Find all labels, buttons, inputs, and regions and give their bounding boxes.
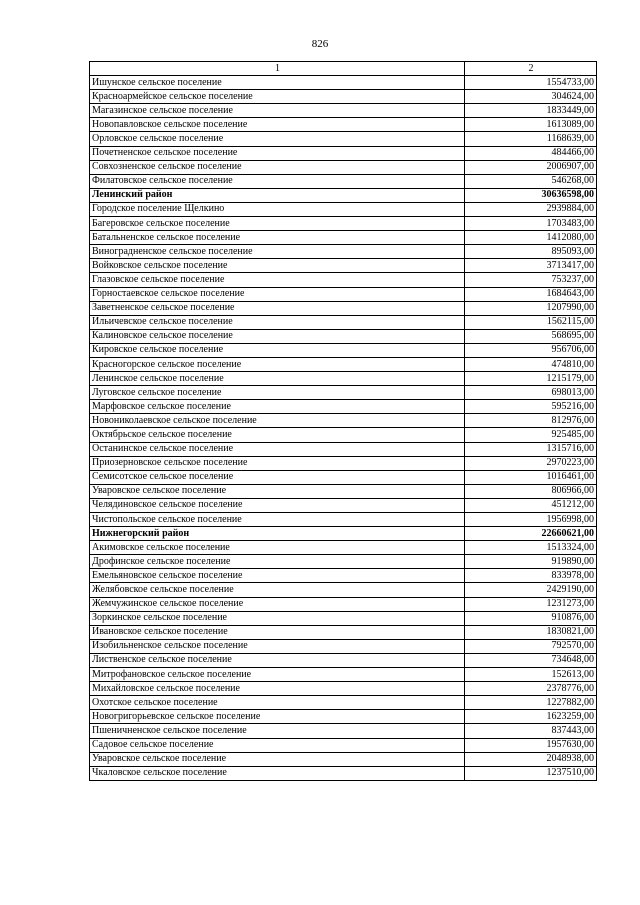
row-value-cell: 1562115,00 bbox=[465, 315, 597, 329]
row-value-cell: 1833449,00 bbox=[465, 104, 597, 118]
table-row bbox=[90, 372, 597, 386]
column-header-1: 1 bbox=[90, 62, 465, 76]
table-row bbox=[90, 357, 597, 371]
table-row-district bbox=[90, 527, 597, 541]
table-row bbox=[90, 653, 597, 667]
table-row bbox=[90, 132, 597, 146]
row-value-cell: 833978,00 bbox=[465, 569, 597, 583]
table-row bbox=[90, 583, 597, 597]
page-number: 826 bbox=[311, 38, 329, 50]
table-row bbox=[90, 315, 597, 329]
table-row bbox=[90, 118, 597, 132]
table-row bbox=[90, 174, 597, 188]
row-value-cell: 1613089,00 bbox=[465, 118, 597, 132]
row-name-cell: Останинское сельское поселение bbox=[90, 442, 465, 456]
row-value-cell: 2939884,00 bbox=[465, 202, 597, 216]
row-value-cell: 1207990,00 bbox=[465, 301, 597, 315]
table-row-district bbox=[90, 188, 597, 202]
column-header-2: 2 bbox=[465, 62, 597, 76]
row-value-cell: 474810,00 bbox=[465, 357, 597, 371]
table-row bbox=[90, 90, 597, 104]
row-name-cell: Ильичевское сельское поселение bbox=[90, 315, 465, 329]
row-name-cell: Глазовское сельское поселение bbox=[90, 273, 465, 287]
row-name-cell: Новогригорьевское сельское поселение bbox=[90, 710, 465, 724]
table-body bbox=[90, 62, 597, 781]
table-row bbox=[90, 301, 597, 315]
table-row bbox=[90, 555, 597, 569]
table-row bbox=[90, 710, 597, 724]
row-value-cell: 1016461,00 bbox=[465, 470, 597, 484]
table-row bbox=[90, 541, 597, 555]
row-name-cell: Чкаловское сельское поселение bbox=[90, 766, 465, 780]
row-name-cell: Виноградненское сельское поселение bbox=[90, 245, 465, 259]
table-row bbox=[90, 400, 597, 414]
table-row bbox=[90, 146, 597, 160]
row-value-cell: 1237510,00 bbox=[465, 766, 597, 780]
row-value-cell: 919890,00 bbox=[465, 555, 597, 569]
data-table bbox=[89, 61, 597, 781]
table-row bbox=[90, 386, 597, 400]
table-row bbox=[90, 597, 597, 611]
table-row bbox=[90, 569, 597, 583]
row-value-cell: 1703483,00 bbox=[465, 217, 597, 231]
row-value-cell: 1231273,00 bbox=[465, 597, 597, 611]
row-value-cell: 1623259,00 bbox=[465, 710, 597, 724]
row-name-cell: Ленинский район bbox=[90, 188, 465, 202]
row-name-cell: Калиновское сельское поселение bbox=[90, 329, 465, 343]
table-row bbox=[90, 202, 597, 216]
row-name-cell: Лиственское сельское поселение bbox=[90, 653, 465, 667]
row-value-cell: 568695,00 bbox=[465, 329, 597, 343]
row-value-cell: 1215179,00 bbox=[465, 372, 597, 386]
table-row bbox=[90, 682, 597, 696]
row-name-cell: Уваровское сельское поселение bbox=[90, 752, 465, 766]
row-name-cell: Ишунское сельское поселение bbox=[90, 76, 465, 90]
table-row bbox=[90, 104, 597, 118]
row-name-cell: Красногорское сельское поселение bbox=[90, 357, 465, 371]
row-name-cell: Войковское сельское поселение bbox=[90, 259, 465, 273]
row-name-cell: Челядиновское сельское поселение bbox=[90, 498, 465, 512]
row-name-cell: Ленинское сельское поселение bbox=[90, 372, 465, 386]
table-row bbox=[90, 76, 597, 90]
row-name-cell: Красноармейское сельское поселение bbox=[90, 90, 465, 104]
row-value-cell: 2429190,00 bbox=[465, 583, 597, 597]
row-name-cell: Приозерновское сельское поселение bbox=[90, 456, 465, 470]
table-row bbox=[90, 217, 597, 231]
row-name-cell: Ивановское сельское поселение bbox=[90, 625, 465, 639]
row-value-cell: 304624,00 bbox=[465, 90, 597, 104]
row-name-cell: Заветненское сельское поселение bbox=[90, 301, 465, 315]
row-name-cell: Жемчужинское сельское поселение bbox=[90, 597, 465, 611]
row-value-cell: 451212,00 bbox=[465, 498, 597, 512]
row-name-cell: Марфовское сельское поселение bbox=[90, 400, 465, 414]
table-row bbox=[90, 245, 597, 259]
row-name-cell: Почетненское сельское поселение bbox=[90, 146, 465, 160]
row-name-cell: Горностаевское сельское поселение bbox=[90, 287, 465, 301]
table-row bbox=[90, 329, 597, 343]
row-value-cell: 2378776,00 bbox=[465, 682, 597, 696]
row-value-cell: 1513324,00 bbox=[465, 541, 597, 555]
row-value-cell: 806966,00 bbox=[465, 484, 597, 498]
table-row bbox=[90, 668, 597, 682]
row-name-cell: Михайловское сельское поселение bbox=[90, 682, 465, 696]
row-name-cell: Митрофановское сельское поселение bbox=[90, 668, 465, 682]
row-value-cell: 1684643,00 bbox=[465, 287, 597, 301]
table-row bbox=[90, 273, 597, 287]
row-value-cell: 792570,00 bbox=[465, 639, 597, 653]
table-row bbox=[90, 470, 597, 484]
table-row bbox=[90, 160, 597, 174]
row-value-cell: 2048938,00 bbox=[465, 752, 597, 766]
row-value-cell: 1168639,00 bbox=[465, 132, 597, 146]
row-value-cell: 753237,00 bbox=[465, 273, 597, 287]
row-name-cell: Желябовское сельское поселение bbox=[90, 583, 465, 597]
table-row bbox=[90, 456, 597, 470]
table-row bbox=[90, 414, 597, 428]
row-name-cell: Батальненское сельское поселение bbox=[90, 231, 465, 245]
table-row bbox=[90, 738, 597, 752]
row-value-cell: 1315716,00 bbox=[465, 442, 597, 456]
row-value-cell: 1957630,00 bbox=[465, 738, 597, 752]
row-value-cell: 2970223,00 bbox=[465, 456, 597, 470]
row-name-cell: Уваровское сельское поселение bbox=[90, 484, 465, 498]
table-row bbox=[90, 513, 597, 527]
row-value-cell: 484466,00 bbox=[465, 146, 597, 160]
row-name-cell: Садовое сельское поселение bbox=[90, 738, 465, 752]
row-name-cell: Магазинское сельское поселение bbox=[90, 104, 465, 118]
row-value-cell: 1554733,00 bbox=[465, 76, 597, 90]
row-value-cell: 812976,00 bbox=[465, 414, 597, 428]
row-value-cell: 956706,00 bbox=[465, 343, 597, 357]
table-row bbox=[90, 442, 597, 456]
row-name-cell: Новониколаевское сельское поселение bbox=[90, 414, 465, 428]
row-name-cell: Новопавловское сельское поселение bbox=[90, 118, 465, 132]
table-row bbox=[90, 287, 597, 301]
row-name-cell: Филатовское сельское поселение bbox=[90, 174, 465, 188]
row-value-cell: 152613,00 bbox=[465, 668, 597, 682]
row-value-cell: 30636598,00 bbox=[465, 188, 597, 202]
table-row bbox=[90, 639, 597, 653]
row-value-cell: 3713417,00 bbox=[465, 259, 597, 273]
row-value-cell: 895093,00 bbox=[465, 245, 597, 259]
table-row bbox=[90, 625, 597, 639]
row-name-cell: Багеровское сельское поселение bbox=[90, 217, 465, 231]
table-row bbox=[90, 428, 597, 442]
row-name-cell: Октябрьское сельское поселение bbox=[90, 428, 465, 442]
row-value-cell: 2006907,00 bbox=[465, 160, 597, 174]
row-name-cell: Чистопольское сельское поселение bbox=[90, 513, 465, 527]
row-value-cell: 910876,00 bbox=[465, 611, 597, 625]
row-name-cell: Семисотское сельское поселение bbox=[90, 470, 465, 484]
table-row bbox=[90, 696, 597, 710]
row-value-cell: 595216,00 bbox=[465, 400, 597, 414]
row-name-cell: Акимовское сельское поселение bbox=[90, 541, 465, 555]
row-name-cell: Емельяновское сельское поселение bbox=[90, 569, 465, 583]
row-name-cell: Пшеничненское сельское поселение bbox=[90, 724, 465, 738]
table-row bbox=[90, 752, 597, 766]
row-name-cell: Дрофинское сельское поселение bbox=[90, 555, 465, 569]
table-row bbox=[90, 766, 597, 780]
row-name-cell: Зоркинское сельское поселение bbox=[90, 611, 465, 625]
row-name-cell: Городское поселение Щелкино bbox=[90, 202, 465, 216]
row-name-cell: Кировское сельское поселение bbox=[90, 343, 465, 357]
row-name-cell: Охотское сельское поселение bbox=[90, 696, 465, 710]
table-row bbox=[90, 231, 597, 245]
row-name-cell: Нижнегорский район bbox=[90, 527, 465, 541]
table-header-row bbox=[90, 62, 597, 76]
row-value-cell: 698013,00 bbox=[465, 386, 597, 400]
row-value-cell: 1956998,00 bbox=[465, 513, 597, 527]
row-value-cell: 925485,00 bbox=[465, 428, 597, 442]
row-value-cell: 734648,00 bbox=[465, 653, 597, 667]
row-value-cell: 837443,00 bbox=[465, 724, 597, 738]
row-name-cell: Орловское сельское поселение bbox=[90, 132, 465, 146]
row-name-cell: Луговское сельское поселение bbox=[90, 386, 465, 400]
row-name-cell: Изобильненское сельское поселение bbox=[90, 639, 465, 653]
table-row bbox=[90, 611, 597, 625]
table-row bbox=[90, 484, 597, 498]
row-value-cell: 1412080,00 bbox=[465, 231, 597, 245]
row-value-cell: 1227882,00 bbox=[465, 696, 597, 710]
row-value-cell: 546268,00 bbox=[465, 174, 597, 188]
table-row bbox=[90, 343, 597, 357]
row-name-cell: Совхозненское сельское поселение bbox=[90, 160, 465, 174]
row-value-cell: 22660621,00 bbox=[465, 527, 597, 541]
table-row bbox=[90, 724, 597, 738]
table-row bbox=[90, 259, 597, 273]
row-value-cell: 1830821,00 bbox=[465, 625, 597, 639]
table-row bbox=[90, 498, 597, 512]
